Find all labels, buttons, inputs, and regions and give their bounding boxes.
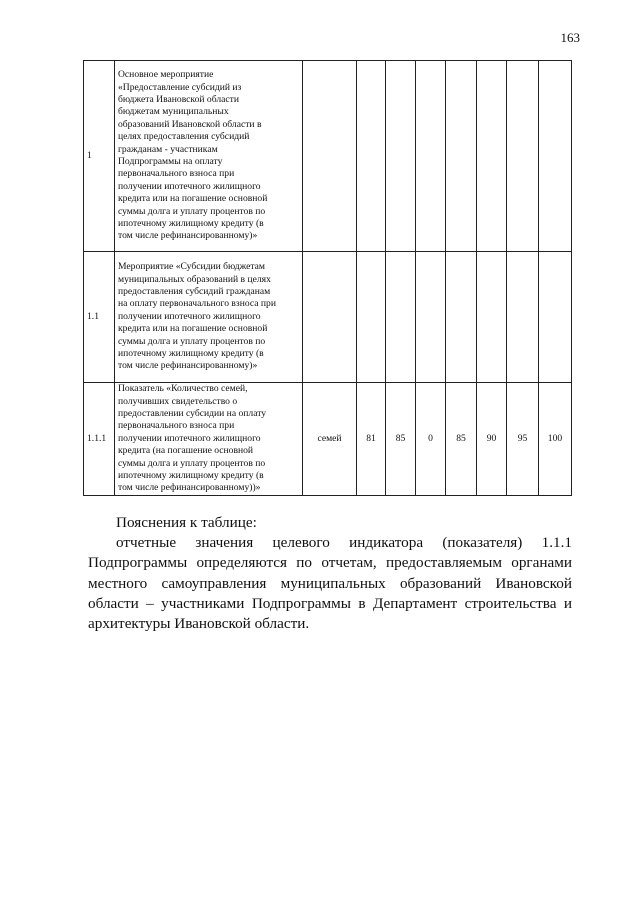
- description-line: предоставлении субсидии на оплату: [118, 407, 267, 419]
- description-line: образований Ивановской области в: [118, 118, 262, 130]
- page-number: 163: [560, 30, 580, 45]
- indicators-table: [83, 60, 572, 496]
- row-value: 0: [416, 383, 446, 496]
- description-line: получивших свидетельство о: [118, 395, 238, 407]
- description-line: ипотечному жилищному кредиту (в: [118, 218, 264, 230]
- row-value: [446, 61, 477, 252]
- row-code: 1.1: [84, 252, 115, 383]
- row-value: [386, 61, 416, 252]
- description-line: «Предоставление субсидий из: [118, 81, 242, 93]
- row-unit: семей: [303, 383, 357, 496]
- description-line: Основное мероприятие: [118, 69, 214, 81]
- row-value: [357, 252, 386, 383]
- description-line: бюджета Ивановской области: [118, 93, 239, 105]
- row-value: [477, 61, 507, 252]
- description-line: получении ипотечного жилищного: [118, 432, 261, 444]
- row-value: [539, 252, 572, 383]
- description-line: том числе рефинансированному)»: [118, 360, 258, 372]
- description-line: том числе рефинансированному)»: [118, 230, 258, 242]
- description-line: первоначального взноса при: [118, 168, 235, 180]
- row-description: [115, 252, 303, 383]
- row-value: 85: [386, 383, 416, 496]
- row-value: [507, 252, 539, 383]
- row-value: [477, 252, 507, 383]
- row-code: 1.1.1: [84, 383, 115, 496]
- description-line: том числе рефинансированному))»: [118, 482, 261, 494]
- notes-paragraph: отчетные значения целевого индикатора (показателя) 1.1.1 Подпрограммы определяются по отчетам, предоставляемым органами местного самоуправления муниципальных образований Ивановской области – участниками Подпрограммы в Департамент строительства и архитектуры Ивановской области.: [88, 534, 572, 633]
- row-value: 90: [477, 383, 507, 496]
- description-line: суммы долга и уплату процентов по: [118, 335, 266, 347]
- row-value: [386, 252, 416, 383]
- description-line: предоставления субсидий гражданам: [118, 285, 271, 297]
- description-line: Подпрограммы на оплату: [118, 156, 223, 167]
- description-line: получении ипотечного жилищного: [118, 310, 261, 322]
- table-notes: [88, 513, 572, 634]
- row-description: [115, 383, 303, 496]
- description-line: гражданам - участникам: [118, 143, 218, 155]
- row-value: 81: [357, 383, 386, 496]
- table-row: [84, 252, 572, 383]
- description-line: на оплату первоначального взноса при: [118, 298, 276, 310]
- description-line: ипотечному жилищному кредиту (в: [118, 348, 264, 360]
- row-value: [416, 61, 446, 252]
- row-value: [507, 61, 539, 252]
- description-line: кредита или на погашение основной: [118, 193, 268, 205]
- row-description: [115, 61, 303, 252]
- row-value: [446, 252, 477, 383]
- description-line: суммы долга и уплату процентов по: [118, 457, 266, 469]
- description-line: суммы долга и уплату процентов по: [118, 205, 266, 217]
- table-row: [84, 61, 572, 252]
- description-line: кредита (на погашение основной: [118, 445, 254, 457]
- row-value: [416, 252, 446, 383]
- row-value: [357, 61, 386, 252]
- description-line: первоначального взноса при: [118, 420, 235, 432]
- description-line: кредита или на погашение основной: [118, 323, 268, 335]
- description-line: целях предоставления субсидий: [118, 131, 250, 143]
- row-value: 95: [507, 383, 539, 496]
- row-unit: [303, 252, 357, 383]
- description-line: получении ипотечного жилищного: [118, 180, 261, 192]
- description-line: бюджетам муниципальных: [118, 106, 229, 118]
- row-value: [539, 61, 572, 252]
- row-unit: [303, 61, 357, 252]
- description-line: Показатель «Количество семей,: [118, 383, 248, 395]
- notes-title: Пояснения к таблице:: [116, 514, 257, 531]
- description-line: Мероприятие «Субсидии бюджетам: [118, 261, 266, 273]
- description-line: муниципальных образований в целях: [118, 273, 271, 285]
- row-value: 100: [539, 383, 572, 496]
- row-code: 1: [84, 61, 115, 252]
- table-row: [84, 383, 572, 496]
- description-line: ипотечному жилищному кредиту (в: [118, 470, 264, 482]
- row-value: 85: [446, 383, 477, 496]
